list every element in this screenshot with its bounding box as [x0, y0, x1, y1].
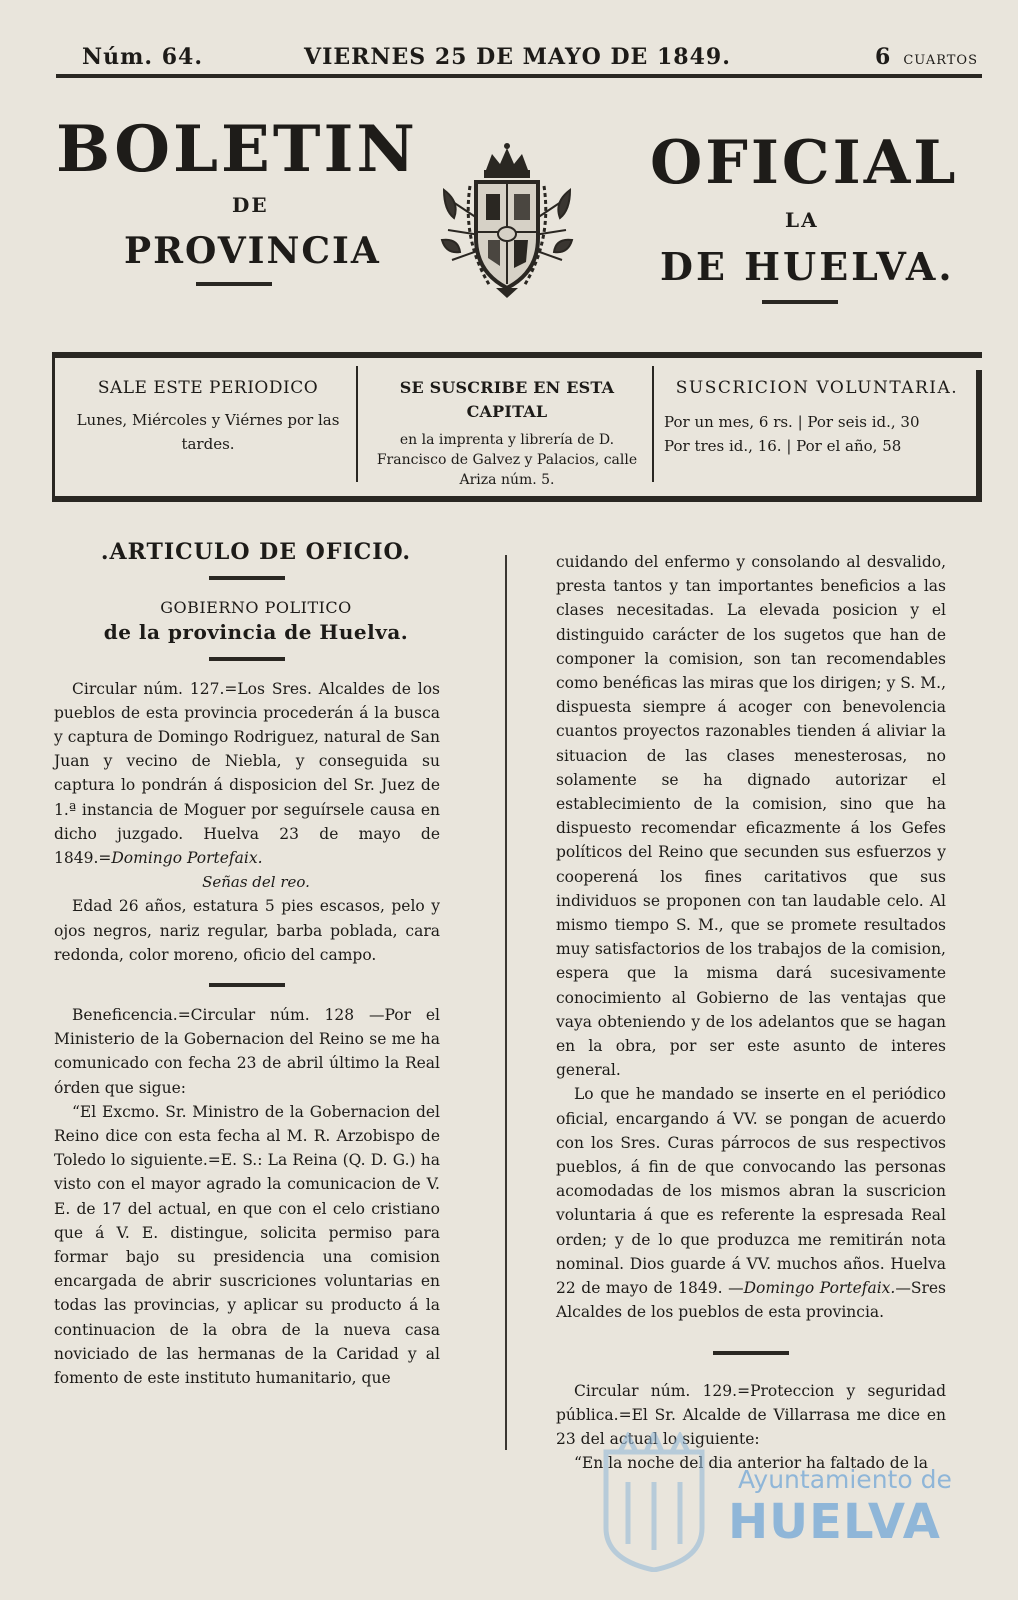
price-unit: CUARTOS — [903, 53, 978, 68]
boxes-left-rule — [52, 352, 55, 502]
royal-order-text: “El Excmo. Sr. Ministro de la Gobernacion del Reino dice con esta fecha al M. R. Arzobispo de Toledo lo siguiente.=E. S.: La Reina (Q. D. G.) ha visto con el mayor agrado la comunicacion de V. E. de 17 del actual, en que con el celo cristiano que á V. E. distingue, solicita permiso para formar bajo su presidencia una comision encargada de abrir suscriciones voluntarias en todas las provincias, y aplicar su producto á la continuacion de la obra de la nueva casa noviciado de las hermanas de la Caridad y al fomento de este instituto humanitario, que — [54, 1102, 440, 1388]
subscription-place-box — [362, 366, 654, 488]
masthead-rule-left — [196, 282, 272, 286]
issue-date: VIERNES 25 DE MAYO DE 1849. — [304, 44, 731, 70]
publication-days-text: Lunes, Miércoles y Viérnes por las tardes. — [76, 411, 340, 453]
section-rule — [209, 657, 285, 661]
royal-order-continuation: cuidando del enfermo y consolando al desvalido, presta tantos y tan importantes beneficios a las clases necesitadas. La elevada posicion y el distinguido carácter de los sugetos que han de componer la comision, son tan recomendables como benéficas las miras que los dirigen; y S. M., dispuesta siempre á acoger con benevolencia cuantos proyectos razonables tienden á aliviar la situacion de las clases menesterosas, no solamente se ha dignado autorizar el establecimiento de la comision, sino que ha dispuesto recomendar eficazmente á los Gefes políticos del Reino que secunden sus esfuerzos y cooperená los fines caritativos que sus individuos se proponen con tan laudable celo. Al mismo tiempo S. M., que se promete resultados muy satisfactorios de los trabajos de la comision, espera que la misma dará sucesivamente conocimiento al Gobierno de las ventajas que vaya obteniendo y de los adelantos que se hagan en la obra, por ser este asunto de interes general. — [556, 553, 946, 1080]
section-rule — [713, 1351, 789, 1355]
top-rule — [56, 74, 982, 78]
closing-addressee: —Sres Alcaldes de los pueblos de esta provincia. — [556, 1279, 947, 1322]
suspect-description: Edad 26 años, estatura 5 pies escasos, pelo y ojos negros, nariz regular, barba poblada, cara redonda, color moreno, oficio del campo. — [54, 897, 440, 964]
coat-of-arms-icon — [440, 140, 574, 300]
left-column — [54, 540, 440, 1390]
suspect-description-heading: Señas del reo. — [202, 873, 310, 892]
masthead-boletin: BOLETIN — [56, 112, 418, 187]
watermark-line-1: Ayuntamiento de — [738, 1465, 952, 1494]
info-boxes — [52, 352, 982, 502]
masthead-de-huelva: DE HUELVA. — [660, 244, 955, 289]
government-heading: GOBIERNO POLITICO — [160, 598, 352, 618]
masthead-provincia: PROVINCIA — [124, 230, 381, 272]
masthead-oficial: OFICIAL — [650, 128, 959, 198]
section-rule — [209, 983, 285, 987]
subscription-place-title: SE SUSCRIBE EN ESTA CAPITAL — [399, 378, 615, 421]
subscription-price-row-1: Por un mes, 6 rs. | Por seis id., 30 — [664, 413, 920, 431]
masthead-de: DE — [232, 193, 269, 217]
article-heading: .ARTICULO DE OFICIO. — [100, 539, 412, 565]
report-start: “En la noche del dia anterior ha faltado de la — [574, 1454, 928, 1473]
column-divider — [505, 555, 507, 1450]
circular-127 — [54, 677, 440, 871]
watermark-line-2: HUELVA — [728, 1494, 941, 1550]
publication-days-box — [60, 366, 358, 482]
circular-127-text: Circular núm. 127.=Los Sres. Alcaldes de los pueblos de esta provincia procederán á la busca y captura de Domingo Rodriguez, natural de San Juan y vecino de Niebla, y conseguida su captura lo pondrán á disposicion del Sr. Juez de 1.ª instancia de Moguer por seguírsele causa en dicho juzgado. Huelva 23 de mayo de 1849.= — [54, 679, 440, 868]
closing-text: Lo que he mandado se inserte en el periódico oficial, encargando á VV. se pongan de acuerdo con los Sres. Curas párrocos de sus respectivos pueblos, á fin de que convocando las personas acomodadas de los mismos abran la suscricion voluntaria á que es referente la espresada Real orden; y de lo que produzca me remitirán nota nominal. Dios guarde á VV. muchos años. Huelva 22 de mayo de 1849. — — [556, 1085, 946, 1298]
issue-number: Núm. 64. — [82, 44, 203, 70]
closing-signature: Domingo Portefaix. — [743, 1279, 896, 1298]
subscription-price-row-2: Por tres id., 16. | Por el año, 58 — [664, 437, 902, 455]
section-rule — [209, 576, 285, 580]
closing-paragraph — [556, 1082, 946, 1324]
boxes-bottom-rule — [52, 496, 982, 502]
boxes-right-rule — [976, 370, 982, 502]
right-column — [556, 550, 946, 1475]
publication-days-title: SALE ESTE PERIODICO — [97, 378, 319, 398]
masthead-rule-right — [762, 300, 838, 304]
boxes-top-rule — [52, 352, 982, 358]
circular-129: Circular núm. 129.=Proteccion y seguridad pública.=El Sr. Alcalde de Villarrasa me dice en 23 del actual lo siguiente: — [556, 1381, 946, 1448]
circular-127-signature: Domingo Portefaix. — [111, 849, 263, 868]
subscription-price-title: SUSCRICION VOLUNTARIA. — [675, 378, 959, 398]
masthead-la: LA — [785, 208, 819, 232]
subscription-place-text: en la imprenta y librería de D. Francisco de Galvez y Palacios, calle Ariza núm. 5. — [376, 432, 638, 488]
circular-128: Beneficencia.=Circular núm. 128 —Por el Ministerio de la Gobernacion del Reino se me ha comunicado con fecha 23 de abril último la Real órden que sigue: — [54, 1006, 440, 1097]
issue-price — [875, 44, 978, 70]
issue-line — [56, 40, 978, 74]
price-value: 6 — [875, 44, 892, 70]
subscription-price-box — [658, 366, 976, 482]
province-heading: de la provincia de Huelva. — [103, 620, 409, 645]
